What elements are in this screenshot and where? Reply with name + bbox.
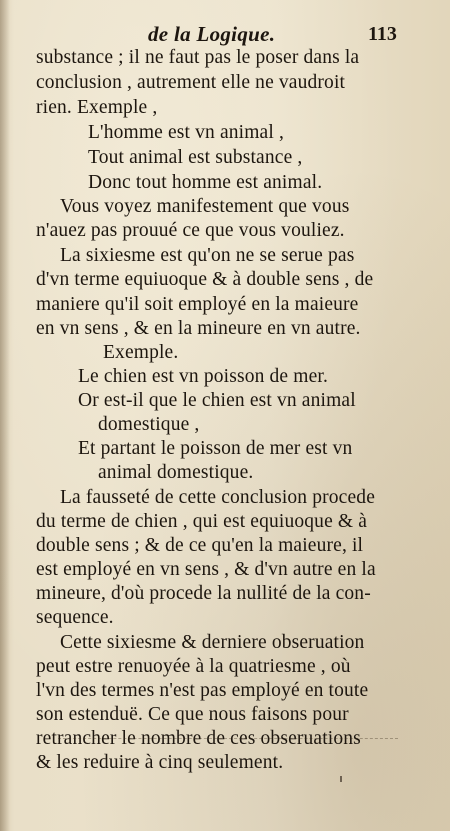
text-line: d'vn terme equiuoque & à double sens , de [36,269,374,290]
text-line: domestique , [98,414,200,435]
text-line: en vn sens , & en la mineure en vn autre. [36,318,361,339]
text-line: l'vn des termes n'est pas employé en toute [36,680,369,701]
page-number: 113 [368,23,397,45]
text-line: Le chien est vn poisson de mer. [78,366,328,387]
text-line: substance ; il ne faut pas le poser dans la [36,47,360,68]
ink-speck [340,776,342,782]
text-line: Tout animal est substance , [88,147,303,168]
text-line: mineure, d'où procede la nullité de la con- [36,583,371,604]
text-line: conclusion , autrement elle ne vaudroit [36,72,346,93]
text-line: son estenduë. Ce que nous faisons pour [36,704,349,725]
text-line: Or est-il que le chien est vn animal [78,390,356,411]
text-line: animal domestique. [98,462,254,483]
text-line: sequence. [36,607,114,628]
text-line: peut estre renuoyée à la quatriesme , où [36,656,351,677]
text-line: Cette sixiesme & derniere obseruation [60,632,365,653]
text-line: du terme de chien , qui est equiuoque & à [36,511,368,532]
text-line: retrancher le nombre de ces obseruations [36,728,361,749]
text-line: Donc tout homme est animal. [88,172,323,193]
text-line: La fausseté de cette conclusion procede [60,487,375,508]
text-line: L'homme est vn animal , [88,122,284,143]
text-line: Vous voyez manifestement que vous [60,196,350,217]
gutter-shadow [0,0,10,831]
text-line: est employé en vn sens , & d'vn autre en la [36,559,376,580]
text-line: & les reduire à cinq seulement. [36,752,284,773]
text-line: Et partant le poisson de mer est vn [78,438,353,459]
text-line: n'auez pas prouué ce que vous vouliez. [36,220,345,241]
text-line: Exemple. [103,342,179,363]
bottom-rule [58,738,398,740]
text-line: maniere qu'il soit employé en la maieure [36,294,359,315]
text-line: double sens ; & de ce qu'en la maieure, il [36,535,364,556]
page-header [0,22,450,48]
running-head: de la Logique. [148,22,276,46]
text-line: rien. Exemple , [36,97,158,118]
text-line: La sixiesme est qu'on ne se serue pas [60,245,355,266]
